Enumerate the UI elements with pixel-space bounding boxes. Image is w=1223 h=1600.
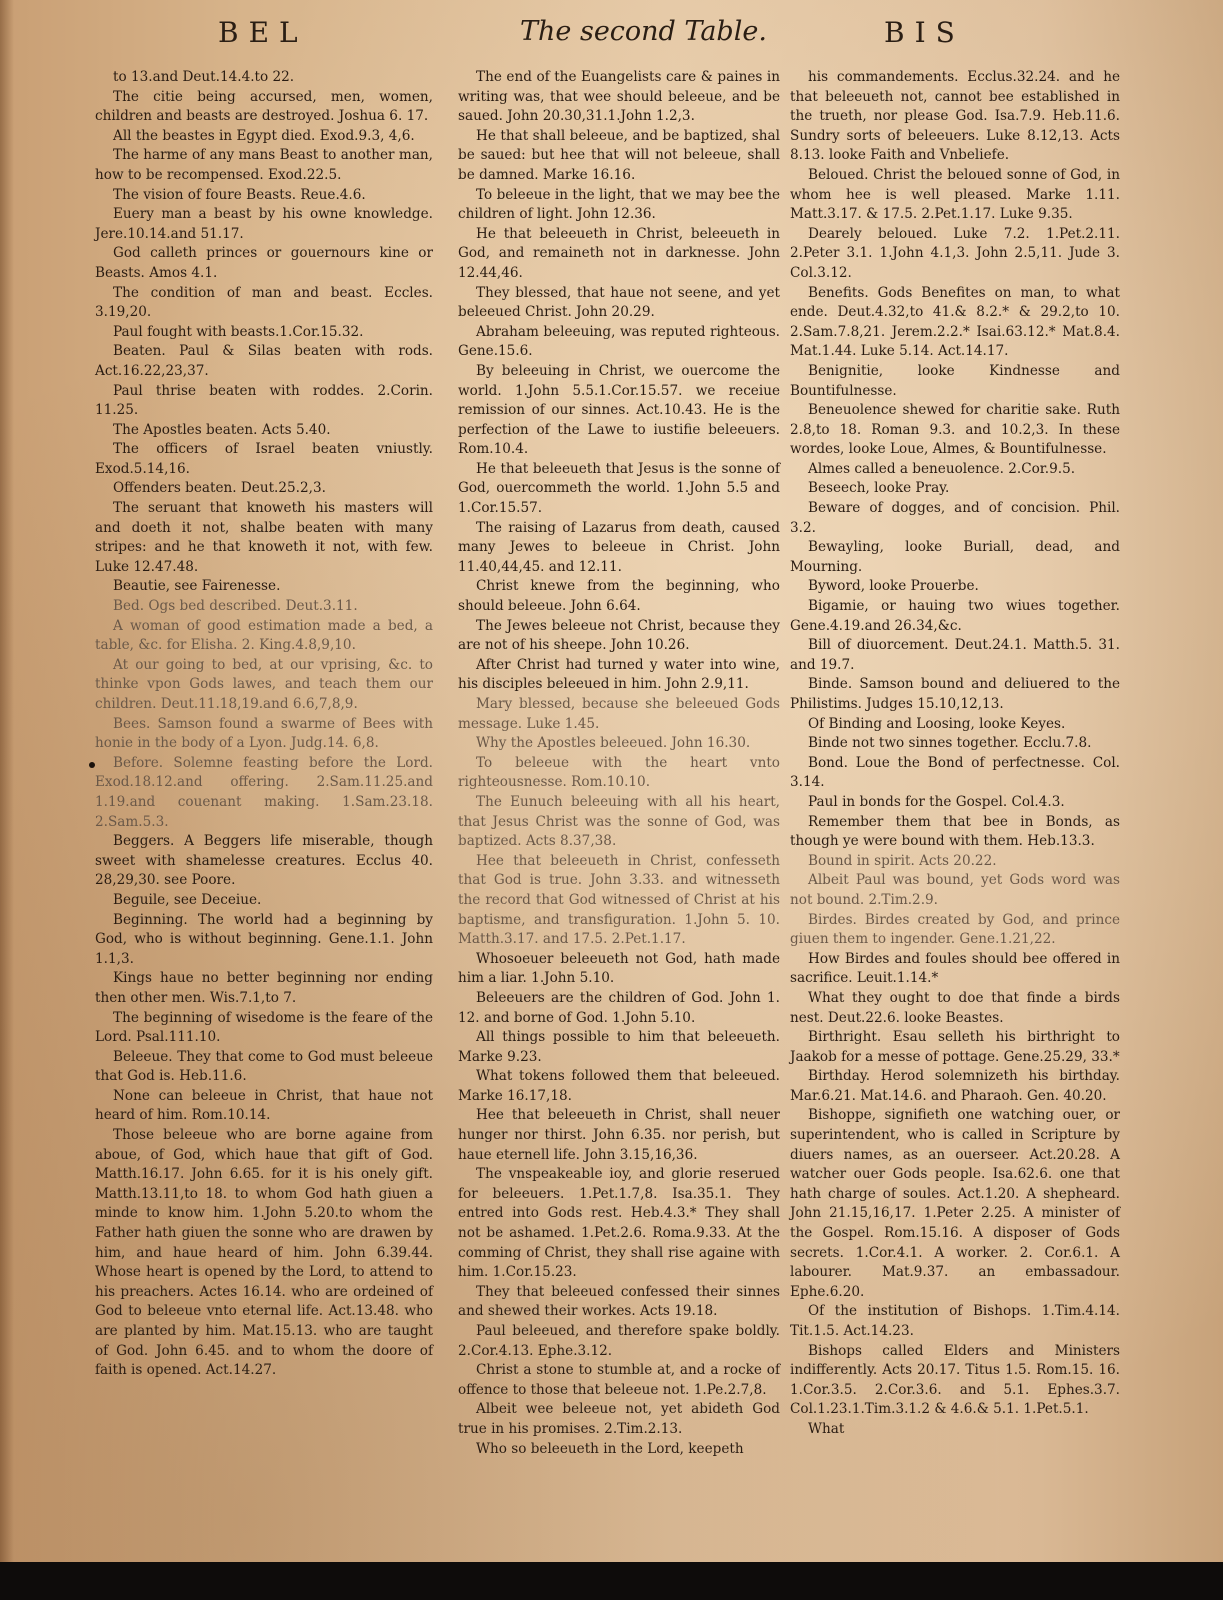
- index-entry: Bound in spirit. Acts 20.22.: [808, 852, 997, 869]
- header-left-guide-word: BEL: [218, 16, 308, 49]
- index-entry: The Apostles beaten. Acts 5.40.: [113, 421, 331, 438]
- index-entry: At our going to bed, at our vprising, &c. to thinke vpon Gods lawes, and teach them our children. Deut.11.18,19.and 6.6,7,8,9.: [95, 656, 433, 712]
- index-entry: All things possible to him that beleeueth. Marke 9.23.: [458, 1029, 780, 1065]
- index-entry: Hee that beleeueth in Christ, shall neuer hunger nor thirst. John 6.35. nor perish, but haue eternell life. John 3.15,16,36.: [458, 1107, 780, 1163]
- index-entry: Beware of dogges, and of concision. Phil. 3.2.: [790, 500, 1120, 536]
- index-entry: Beleeuers are the children of God. John 1. 12. and borne of God. 1.John 5.10.: [458, 989, 780, 1026]
- index-entry: Christ knewe from the beginning, who should beleeue. John 6.64.: [458, 578, 780, 615]
- index-entry: What they ought to doe that finde a birds nest. Deut.22.6. looke Beastes.: [790, 989, 1120, 1026]
- index-entry: By beleeuing in Christ, we ouercome the world. 1.John 5.5.1.Cor.15.57. we receiue remission of our sinnes. Act.10.43. He is the perfection of the Lawe to iustifie beleeuers. Rom.10.4.: [458, 362, 780, 458]
- index-entry: What tokens followed them that beleeued. Marke 16.17,18.: [458, 1068, 780, 1104]
- index-entry: Who so beleeueth in the Lord, keepeth: [476, 1440, 744, 1457]
- index-entry: Benefits. Gods Benefites on man, to what ende. Deut.4.32,to 41.& 8.2.* & 29.2,to 10. 2.Sam.7.8,21. Jerem.2.2.* Isai.63.12.* Mat.8.4. Mat.1.44. Luke 5.14. Act.14.17.: [790, 284, 1120, 360]
- scan-background-edge: [0, 1562, 1223, 1600]
- index-entry: Bed. Ogs bed described. Deut.3.11.: [113, 598, 358, 615]
- index-entry: To beleeue with the heart vnto righteousnesse. Rom.10.10.: [458, 754, 780, 791]
- index-entry: Albeit Paul was bound, yet Gods word was not bound. 2.Tim.2.9.: [790, 872, 1120, 908]
- index-entry: his commandements. Ecclus.32.24. and he that beleeueth not, cannot bee established in the trueth, nor please God. Isa.7.9. Heb.11.6. Sundry sorts of beleeuers. Luke 8.12,13. Acts 8.13. looke Faith and Vnbeliefe.: [790, 69, 1120, 164]
- index-entry: The Eunuch beleeuing with all his heart, that Jesus Christ was the sonne of God, was baptized. Acts 8.37,38.: [458, 793, 780, 850]
- index-entry: They that beleeued confessed their sinnes and shewed their workes. Acts 19.18.: [458, 1283, 780, 1320]
- index-entry: Beseech, looke Pray.: [808, 480, 950, 497]
- index-entry: Of the institution of Bishops. 1.Tim.4.14. Tit.1.5. Act.14.23.: [790, 1303, 1120, 1339]
- index-entry: Byword, looke Prouerbe.: [808, 578, 979, 595]
- index-entry: He that beleeueth that Jesus is the sonne of God, ouercommeth the world. 1.John 5.5 and 1.Cor.15.57.: [458, 460, 780, 517]
- index-entry: Birthday. Herod solemnizeth his birthday. Mar.6.21. Mat.14.6. and Pharaoh. Gen. 40.20.: [790, 1068, 1120, 1104]
- index-entry: Bewayling, looke Buriall, dead, and Mourning.: [790, 539, 1120, 575]
- index-entry: Euery man a beast by his owne knowledge. Jere.10.14.and 51.17.: [95, 206, 433, 242]
- index-entry: to 13.and Deut.14.4.to 22.: [113, 69, 295, 85]
- index-entry: Those beleeue who are borne againe from aboue, of God, which haue that gift of God. Matth.16.17. John 6.65. for it is his onely gift. Matth.13.11,to 18. to whom God hath giuen a minde to know him. 1.John 5.20.to whom the Father hath giuen the sonne who are drawen by him, and haue heard of him. John 6.39.44. Whose heart is opened by the Lord, to attend to his preachers. Actes 16.14. who are ordeined of God to beleeue vnto eternal life. Act.13.48. who are planted by him. Mat.15.13. who are taught of God. John 6.45. and to whom the doore of faith is opened. Act.14.27.: [95, 1127, 433, 1379]
- index-entry: Beautie, see Fairenesse.: [113, 578, 281, 595]
- index-entry: Beloued. Christ the beloued sonne of God, in whom hee is well pleased. Marke 1.11. Matt.3.17. & 17.5. 2.Pet.1.17. Luke 9.35.: [790, 166, 1120, 223]
- index-entry: The vnspeakeable ioy, and glorie reserued for beleeuers. 1.Pet.1.7,8. Isa.35.1. They entred into Gods rest. Heb.4.3.* They shall not be ashamed. 1.Pet.2.6. Roma.9.33. At the comming of Christ, they shall rise againe with him. 1.Cor.15.23.: [458, 1166, 780, 1281]
- index-entry: Abraham beleeuing, was reputed righteous. Gene.15.6.: [458, 323, 780, 360]
- index-entry: Bond. Loue the Bond of perfectnesse. Col. 3.14.: [790, 754, 1120, 791]
- index-entry: Albeit wee beleeue not, yet abideth God true in his promises. 2.Tim.2.13.: [458, 1401, 780, 1437]
- index-entry: How Birdes and foules should bee offered in sacrifice. Leuit.1.14.*: [790, 950, 1120, 987]
- text-column-right: [790, 68, 1120, 1440]
- index-entry: Hee that beleeueth in Christ, confesseth that God is true. John 3.33. and witnesseth the record that God witnessed of Christ at his baptisme, and transfiguration. 1.John 5. 10. Matth.3.17. and 17.5. 2.Pet.1.17.: [458, 852, 780, 948]
- index-entry: A woman of good estimation made a bed, a table, &c. for Elisha. 2. King.4.8,9,10.: [95, 617, 433, 654]
- index-entry: Why the Apostles beleeued. John 16.30.: [476, 735, 751, 752]
- index-entry: Paul fought with beasts.1.Cor.15.32.: [113, 323, 364, 340]
- index-entry: Binde. Samson bound and deliuered to the Philistims. Judges 15.10,12,13.: [790, 676, 1120, 712]
- index-entry: Bees. Samson found a swarme of Bees with honie in the body of a Lyon. Judg.14. 6,8.: [95, 715, 433, 752]
- index-entry: God calleth princes or gouernours kine or Beasts. Amos 4.1.: [95, 245, 433, 281]
- index-entry: Beginning. The world had a beginning by God, who is without beginning. Gene.1.1. John 1.1,3.: [95, 911, 433, 967]
- index-entry: All the beastes in Egypt died. Exod.9.3, 4,6.: [113, 127, 415, 144]
- index-entry: Birthright. Esau selleth his birthright to Jaakob for a messe of pottage. Gene.25.29, 33.*: [790, 1029, 1120, 1065]
- index-entry: The harme of any mans Beast to another man, how to be recompensed. Exod.22.5.: [95, 147, 433, 183]
- index-entry: Binde not two sinnes together. Ecclu.7.8.: [808, 735, 1092, 752]
- index-entry: To beleeue in the light, that we may bee the children of light. John 12.36.: [458, 186, 780, 223]
- index-entry: The end of the Euangelists care & paines in writing was, that wee should beleeue, and be saued. John 20.30,31.1.John 1.2,3.: [458, 69, 780, 125]
- index-entry: Remember them that bee in Bonds, as though ye were bound with them. Heb.13.3.: [790, 813, 1120, 850]
- index-entry: The citie being accursed, men, women, children and beasts are destroyed. Joshua 6. 17.: [95, 88, 433, 125]
- index-entry: Christ a stone to stumble at, and a rocke of offence to those that beleeue not. 1.Pe.2.7,8.: [458, 1362, 780, 1398]
- index-entry: The seruant that knoweth his masters will and doeth it not, shalbe beaten with many stripes: and he that knoweth it not, with few. Luke 12.47.48.: [95, 500, 433, 575]
- ink-blot: [89, 762, 95, 768]
- index-entry: Birdes. Birdes created by God, and prince giuen them to ingender. Gene.1.21,22.: [790, 911, 1120, 948]
- index-entry: Beneuolence shewed for charitie sake. Ruth 2.8,to 18. Roman 9.3. and 10.2,3. In these wordes, looke Loue, Almes, & Bountifulnesse.: [790, 402, 1120, 458]
- index-entry: Bigamie, or hauing two wiues together. Gene.4.19.and 26.34,&c.: [790, 598, 1120, 634]
- index-entry: Beaten. Paul & Silas beaten with rods. Act.16.22,23,37.: [95, 343, 433, 379]
- header-right-guide-word: BIS: [884, 16, 965, 49]
- index-entry: The Jewes beleeue not Christ, because they are not of his sheepe. John 10.26.: [458, 617, 780, 654]
- index-entry: He that beleeueth in Christ, beleeueth in God, and remaineth not in darknesse. John 12.44,46.: [458, 225, 780, 281]
- index-entry: The vision of foure Beasts. Reue.4.6.: [113, 186, 366, 203]
- index-entry: Bill of diuorcement. Deut.24.1. Matth.5. 31. and 19.7.: [790, 637, 1120, 673]
- running-header: [0, 16, 1223, 62]
- index-entry: Dearely beloued. Luke 7.2. 1.Pet.2.11. 2.Peter 3.1. 1.John 4.1,3. John 2.5,11. Jude 3. Col.3.12.: [790, 225, 1120, 281]
- index-entry: The beginning of wisedome is the feare of the Lord. Psal.111.10.: [95, 1009, 433, 1046]
- index-entry: Bishoppe, signifieth one watching ouer, or superintendent, who is called in Scripture by diuers names, as an ouerseer. Act.20.28. A watcher ouer Gods people. Isa.62.6. one that hath charge of soules. Act.1.20. A shepheard. John 21.15,16,17. 1.Peter 2.25. A minister of the Gospel. Rom.15.16. A disposer of Gods secrets. 1.Cor.4.1. A worker. 2. Cor.6.1. A labourer. Mat.9.37. an embassadour. Ephe.6.20.: [790, 1107, 1120, 1300]
- index-entry: The raising of Lazarus from death, caused many Jewes to beleeue in Christ. John 11.40,44,45. and 12.11.: [458, 519, 780, 575]
- index-entry: He that shall beleeue, and be baptized, shal be saued: but hee that will not beleeue, shall be damned. Marke 16.16.: [458, 127, 780, 183]
- index-entry: None can beleeue in Christ, that haue not heard of him. Rom.10.14.: [95, 1087, 433, 1124]
- text-column-middle: [458, 68, 780, 1459]
- index-entry: The officers of Israel beaten vniustly. Exod.5.14,16.: [95, 441, 433, 477]
- index-entry: Of Binding and Loosing, looke Keyes.: [808, 715, 1066, 732]
- header-title: The second Table.: [520, 16, 767, 47]
- index-entry: Kings haue no better beginning nor ending then other men. Wis.7.1,to 7.: [95, 970, 433, 1006]
- index-entry: Benignitie, looke Kindnesse and Bountifulnesse.: [790, 362, 1120, 399]
- index-entry: Beggers. A Beggers life miserable, though sweet with shamelesse creatures. Ecclus 40. 28,29,30. see Poore.: [95, 833, 433, 889]
- index-entry: Paul thrise beaten with roddes. 2.Corin. 11.25.: [95, 382, 433, 419]
- index-entry: Before. Solemne feasting before the Lord. Exod.18.12.and offering. 2.Sam.11.25.and 1.19.and couenant making. 1.Sam.23.18. 2.Sam.5.3.: [95, 754, 433, 830]
- index-entry: Beguile, see Deceiue.: [113, 891, 262, 908]
- index-entry: Offenders beaten. Deut.25.2,3.: [113, 480, 326, 497]
- index-entry: Paul in bonds for the Gospel. Col.4.3.: [808, 793, 1065, 810]
- index-entry: Mary blessed, because she beleeued Gods message. Luke 1.45.: [458, 696, 780, 732]
- index-entry: Whosoeuer beleeueth not God, hath made him a liar. 1.John 5.10.: [458, 950, 780, 987]
- index-entry: Almes called a beneuolence. 2.Cor.9.5.: [808, 460, 1076, 477]
- index-entry: Paul beleeued, and therefore spake boldly. 2.Cor.4.13. Ephe.3.12.: [458, 1323, 780, 1359]
- index-entry: They blessed, that haue not seene, and yet beleeued Christ. John 20.29.: [458, 284, 780, 321]
- index-entry: Bishops called Elders and Ministers indifferently. Acts 20.17. Titus 1.5. Rom.15. 16. 1.Cor.3.5. 2.Cor.3.6. and 5.1. Ephes.3.7. Col.1.23.1.Tim.3.1.2 & 4.6.& 5.1. 1.Pet.5.1.: [790, 1342, 1120, 1418]
- index-entry: The condition of man and beast. Eccles. 3.19,20.: [95, 284, 433, 321]
- index-entry: After Christ had turned y water into wine, his disciples beleeued in him. John 2.9,11.: [458, 656, 780, 693]
- index-entry: Beleeue. They that come to God must beleeue that God is. Heb.11.6.: [95, 1048, 433, 1085]
- text-column-left: [95, 68, 433, 1381]
- index-entry: What: [808, 1420, 845, 1437]
